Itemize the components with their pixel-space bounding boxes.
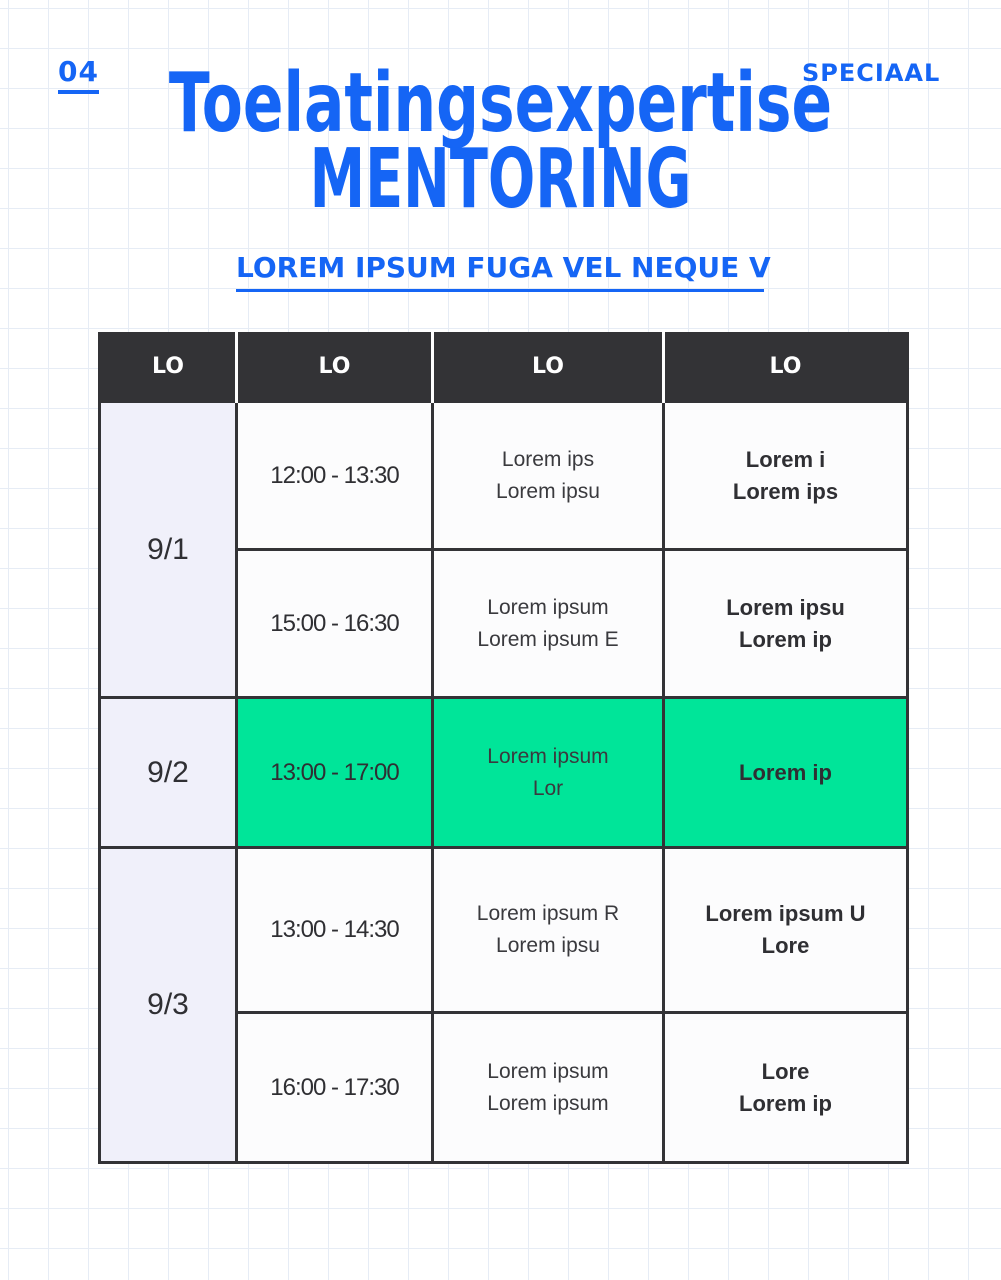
table-row [100,848,908,1013]
column-header-date: LO [100,332,237,402]
topic-line: Lorem ipsu [496,479,600,503]
mentor-line: Lorem ip [739,759,832,785]
time-cell: 15:00 - 16:30 [237,550,433,698]
topic-line: Lorem ipsum [487,1059,609,1083]
table-row-highlighted [100,698,908,848]
table-row [100,402,908,550]
page-title-line-2: MENTORING [309,132,692,227]
mentor-line: Lorem ips [732,478,839,504]
mentor-line: Lorem ip [739,1090,832,1116]
time-cell: 13:00 - 14:30 [237,848,433,1013]
mentor-line: Lorem i [745,446,826,472]
page-subtitle: LOREM IPSUM FUGA VEL NEQUE V [236,248,764,292]
column-header-mentor: LO [664,332,908,402]
mentor-line: Lore [761,1058,810,1084]
time-cell: 16:00 - 17:30 [237,1013,433,1163]
special-tag: SPECIAAL [802,59,941,87]
column-header-topic: LO [433,332,664,402]
topic-line: Lorem ipsum [487,1091,609,1115]
mentor-line: Lorem ipsu [726,594,845,620]
topic-cell [433,402,664,550]
date-cell: 9/3 [100,848,237,1163]
date-cell: 9/2 [100,698,237,848]
time-cell: 12:00 - 13:30 [237,402,433,550]
topic-cell [433,550,664,698]
mentor-cell [664,848,908,1013]
topic-cell [433,698,664,848]
topic-line: Lor [532,776,564,800]
mentor-line: Lorem ip [739,626,832,652]
schedule-table [98,332,909,1164]
mentor-cell [664,698,908,848]
date-cell: 9/1 [100,402,237,698]
mentor-cell [664,1013,908,1163]
mentor-cell [664,402,908,550]
table-header-row [100,332,908,402]
mentor-cell [664,550,908,698]
topic-line: Lorem ips [501,447,595,471]
column-header-time: LO [237,332,433,402]
topic-line: Lorem ipsum E [477,627,619,651]
topic-line: Lorem ipsum [487,744,609,768]
mentor-line: Lorem ipsum U [705,901,866,926]
topic-cell [433,1013,664,1163]
page-title-line-1: Toelatingsexpertise [168,56,833,151]
page-number: 04 [58,56,99,94]
topic-cell [433,848,664,1013]
topic-line: Lorem ipsu [496,934,600,957]
mentor-line: Lore [761,933,810,958]
topic-line: Lorem ipsum [487,595,609,619]
topic-line: Lorem ipsum R [476,902,620,925]
time-cell: 13:00 - 17:00 [237,698,433,848]
